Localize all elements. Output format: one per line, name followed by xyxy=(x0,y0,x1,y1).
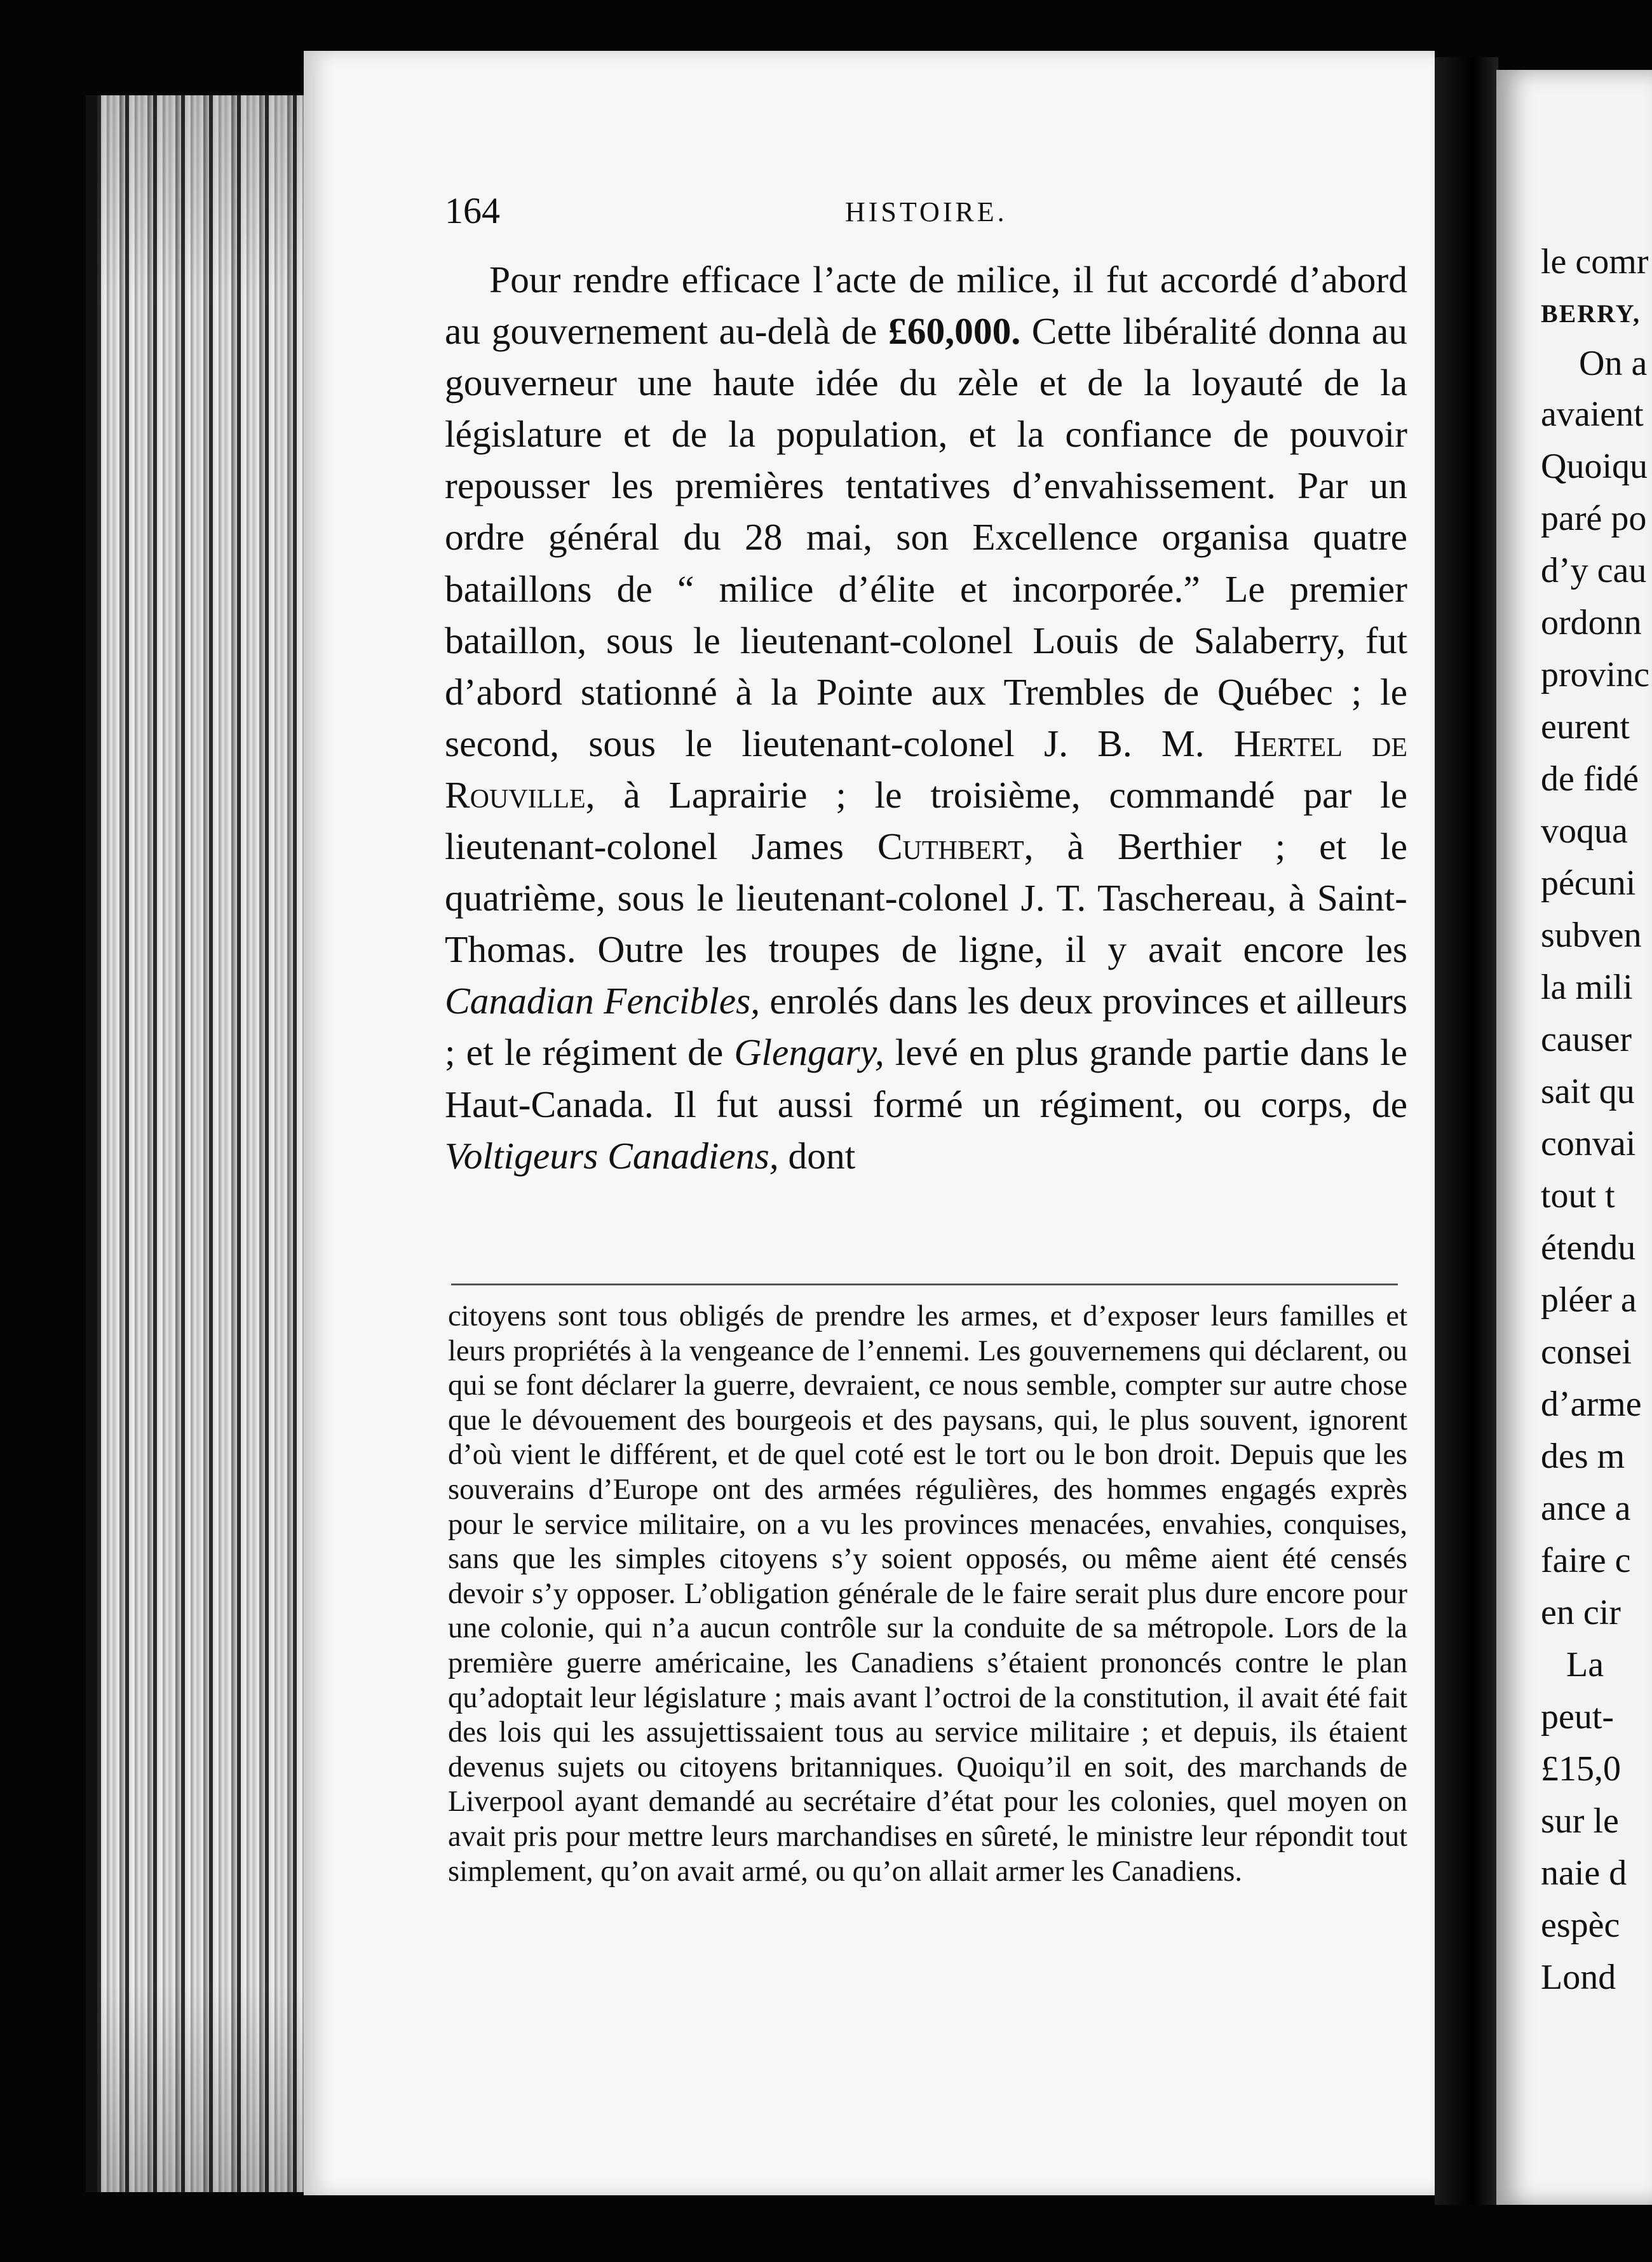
footnote xyxy=(448,1299,1407,1889)
facing-line: des m xyxy=(1541,1437,1625,1476)
facing-line: provinc xyxy=(1541,655,1650,694)
facing-line: voqua xyxy=(1541,811,1628,851)
facing-line: ance a xyxy=(1541,1489,1631,1528)
facing-line: naie d xyxy=(1541,1853,1627,1893)
page-number: 164 xyxy=(445,190,500,231)
facing-line: d’arme xyxy=(1541,1385,1642,1424)
footnote-text: citoyens sont tous obligés de prendre les armes, et d’exposer leurs familles et leurs propriétés à la vengeance de l’ennemi. Les gouvernemens qui déclarent, ou qui se font déclarer la guerre, devraient, ce nous semble, compter sur autre chose que le dévouement des bourgeois et des paysans, qui, le plus souvent, ignorent d’où vient le différent, et de quel coté est le tort ou le bon droit. Depuis que les souverains d’Europe ont des armées régulières, des hommes engagés exprès pour le service militaire, on a vu les provinces menacées, envahies, conquises, sans que les simples citoyens s’y soient opposés, ou même aient été censés devoir s’y opposer. L’obligation générale de le faire serait plus dure encore pour une colonie, qui n’a aucun contrôle sur la conduite de sa métropole. Lors de la première guerre américaine, les Canadiens s’étaient prononcés contre le plan qu’adoptait leur législature ; mais avant l’octroi de la constitution, il avait été fait des lois qui les assujettissaient tous au service militaire ; et depuis, ils étaient devenus sujets ou citoyens britanniques. Quoiqu’il en soit, des marchands de Liverpool ayant demandé au secrétaire d’état pour les colonies, quel moyen on avait pris pour mettre leurs marchandises en sûreté, le ministre leur répondit tout simplement, qu’on avait armé, ou qu’on allait armer les Canadiens. xyxy=(448,1300,1407,1888)
facing-line: subven xyxy=(1541,916,1642,955)
name-small-caps: Cuthbert xyxy=(877,825,1024,868)
text-run: enrolés dans les deux provinces et ailleurs ; et le régiment de xyxy=(445,980,1407,1074)
main-text xyxy=(445,254,1407,1182)
facing-line: La xyxy=(1566,1645,1604,1684)
facing-line: eurent xyxy=(1541,707,1630,747)
italic-term: Voltigeurs Canadiens, xyxy=(445,1134,779,1177)
facing-line: BERRY, xyxy=(1541,299,1641,328)
facing-line: peut- xyxy=(1541,1697,1615,1737)
facing-line: tout t xyxy=(1541,1176,1615,1216)
running-head: HISTOIRE. xyxy=(845,196,1008,227)
facing-line: sait qu xyxy=(1541,1072,1635,1111)
facing-line: avaient xyxy=(1541,395,1644,434)
facing-line: faire c xyxy=(1541,1541,1631,1580)
facing-line: pléer a xyxy=(1541,1280,1637,1320)
facing-line: ordonn xyxy=(1541,603,1642,642)
facing-line: en cir xyxy=(1541,1593,1621,1632)
book-page-edges xyxy=(86,95,320,2192)
text-run: , à Berthier ; et le quatrième, sous le lieutenant-colonel J. T. Taschereau, à Saint-Thomas. Outre les troupes de ligne, il y avait encore les xyxy=(445,825,1407,971)
facing-line: paré po xyxy=(1541,499,1647,538)
name-small-caps: Hertel de Rouville xyxy=(445,722,1407,816)
text-run: , à Laprairie ; le troisième, commandé par le lieutenant-colonel James xyxy=(445,773,1407,868)
facing-line: étendu xyxy=(1541,1228,1636,1268)
text-run: dont xyxy=(778,1134,856,1177)
text-run: levé en plus grande partie dans le Haut-Canada. Il fut aussi formé un régiment, ou corps, de xyxy=(445,1031,1407,1125)
facing-line: £15,0 xyxy=(1541,1749,1621,1789)
facing-line: On a xyxy=(1579,344,1648,383)
italic-term: Canadian Fencibles, xyxy=(445,980,761,1022)
facing-line: sur le xyxy=(1541,1801,1619,1841)
facing-line: le comr xyxy=(1541,242,1649,281)
facing-line: convai xyxy=(1541,1124,1636,1163)
italic-term: Glengary, xyxy=(734,1031,884,1074)
book-gutter xyxy=(1435,57,1498,2205)
facing-line: consei xyxy=(1541,1332,1632,1372)
facing-line: Lond xyxy=(1541,1958,1616,1997)
footnote-rule xyxy=(451,1283,1398,1285)
facing-line: pécuni xyxy=(1541,863,1636,903)
facing-page xyxy=(1496,70,1652,2205)
facing-line: espèc xyxy=(1541,1906,1620,1945)
facing-line: de fidé xyxy=(1541,759,1639,799)
amount-text: £60,000. xyxy=(888,310,1021,353)
page-header xyxy=(445,189,1411,234)
facing-line: d’y cau xyxy=(1541,551,1647,590)
facing-line: Quoiqu xyxy=(1541,447,1648,486)
facing-line: causer xyxy=(1541,1020,1632,1059)
text-run: Pour rendre efficace l’acte de milice, il fut accordé d’abord au gouvernement au-delà de xyxy=(445,259,1407,353)
facing-line: la mili xyxy=(1541,968,1633,1007)
text-run: Cette libéralité donna au gouverneur une haute idée du zèle et de la loyauté de la législature et de la population, et la confiance de pouvoir repousser les premières tentatives d’envahissement. Par un ordre général du 28 mai, son Excellence organisa quatre bataillons de “ milice d’élite et incorporée.” Le premier bataillon, sous le lieutenant-colonel Louis de Salaberry, fut d’abord stationné à la Pointe aux Trembles de Québec ; le second, sous le lieutenant-colonel J. B. M. xyxy=(445,310,1407,764)
paragraph xyxy=(445,254,1407,1182)
